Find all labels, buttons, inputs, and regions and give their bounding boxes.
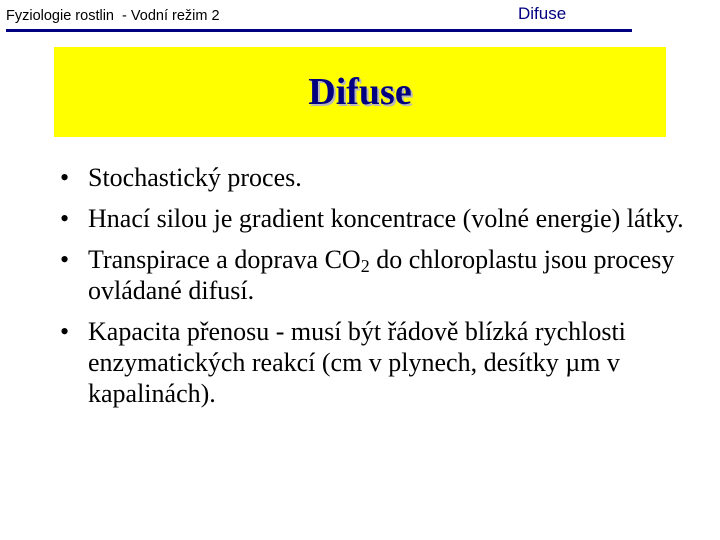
- subscript-2: 2: [360, 256, 370, 276]
- bullet-item: [60, 162, 700, 193]
- bullet-text: Kapacita přenosu - musí být řádově blízká rychlosti enzymatických reakcí (cm v plynech, desítky µm v kapalinách).: [88, 317, 626, 408]
- bullet-item: [60, 244, 700, 306]
- header-section-title: Difuse: [518, 4, 567, 23]
- bullet-item: [60, 316, 700, 409]
- header-course-title: Fyziologie rostlin - Vodní režim 2: [6, 8, 220, 24]
- bullet-icon: •: [60, 163, 70, 192]
- bullet-list: [60, 162, 700, 419]
- bullet-icon: •: [60, 317, 70, 346]
- bullet-icon: •: [60, 245, 70, 274]
- bullet-icon: •: [60, 204, 70, 233]
- bullet-text: Stochastický proces.: [88, 163, 302, 192]
- bullet-text-before: Transpirace a doprava CO: [88, 245, 361, 274]
- slide-title-box: [54, 47, 666, 137]
- header-divider: [6, 29, 632, 32]
- bullet-text: Hnací silou je gradient koncentrace (volné energie) látky.: [88, 204, 684, 233]
- bullet-text-after: do chloroplastu jsou procesy ovládané difusí.: [88, 245, 675, 305]
- slide-title: Difuse: [308, 71, 412, 113]
- bullet-item: [60, 203, 700, 234]
